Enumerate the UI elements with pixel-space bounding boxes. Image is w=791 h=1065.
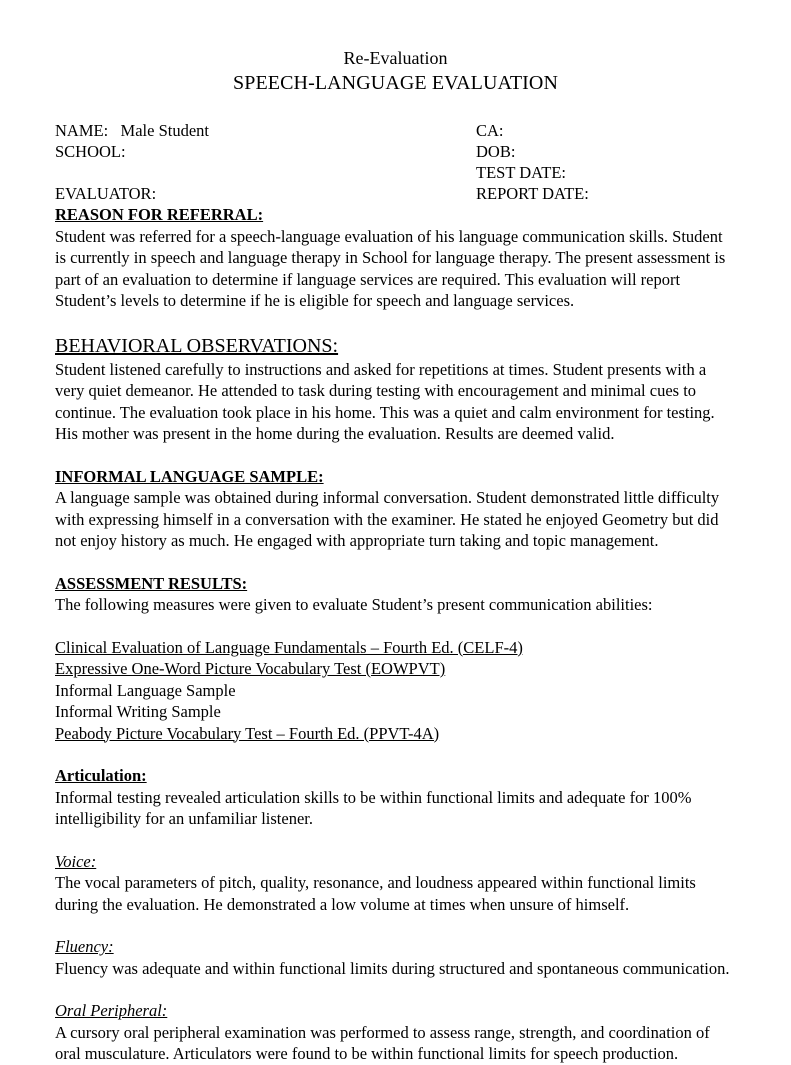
section-behavioral-observations bbox=[55, 333, 735, 445]
list-item bbox=[55, 658, 735, 680]
section-voice bbox=[55, 851, 735, 916]
field-school: SCHOOL: bbox=[55, 142, 126, 161]
field-test-date: TEST DATE: bbox=[476, 163, 566, 182]
field-ca: CA: bbox=[476, 121, 504, 140]
section-informal-language-sample bbox=[55, 466, 735, 552]
section-fluency bbox=[55, 936, 735, 979]
header-fields bbox=[0, 120, 791, 204]
section-heading-voice: Voice: bbox=[55, 851, 97, 871]
section-body-oral-peripheral: A cursory oral peripheral examination was performed to assess range, strength, and coordination of oral musculature. Articulators were found to be within functional limits for speech production. bbox=[55, 1022, 710, 1063]
document-subtitle: Re-Evaluation bbox=[343, 48, 448, 68]
header-fields-left-column bbox=[55, 120, 455, 204]
measure-label: Peabody Picture Vocabulary Test – Fourth Ed. (PPVT-4A) bbox=[55, 723, 440, 743]
assessment-measures-list bbox=[55, 637, 735, 745]
section-body-behavioral-observations: Student listened carefully to instructions and asked for repetitions at times. Student presents with a very quiet demeanor. He attended to task during testing with encouragement and minimal cues to continue. The evaluation took place in his home. This was a quiet and calm environment for testing. His mother was present in the home during the evaluation. Results are deemed valid. bbox=[55, 359, 715, 443]
section-body-assessment-results: The following measures were given to evaluate Student’s present communication abilities: bbox=[55, 595, 653, 614]
section-heading-reason-for-referral: REASON FOR REFERRAL: bbox=[55, 205, 264, 224]
section-body-voice: The vocal parameters of pitch, quality, resonance, and loudness appeared within functional limits during the evaluation. He demonstrated a low volume at times when unsure of himself. bbox=[55, 873, 696, 914]
measure-label: Informal Writing Sample bbox=[55, 702, 221, 721]
field-evaluator: EVALUATOR: bbox=[55, 184, 157, 203]
section-heading-fluency: Fluency: bbox=[55, 937, 114, 956]
list-item bbox=[55, 723, 735, 745]
measure-label: Informal Language Sample bbox=[55, 680, 236, 700]
header-fields-right-column bbox=[476, 120, 756, 204]
section-heading-articulation: Articulation: bbox=[55, 766, 147, 785]
list-item bbox=[55, 680, 735, 702]
section-reason-for-referral bbox=[55, 204, 735, 312]
section-heading-oral-peripheral: Oral Peripheral: bbox=[55, 1001, 168, 1020]
section-heading-informal-language-sample: INFORMAL LANGUAGE SAMPLE: bbox=[55, 466, 324, 486]
field-dob: DOB: bbox=[476, 142, 516, 161]
section-heading-assessment-results: ASSESSMENT RESULTS: bbox=[55, 573, 248, 593]
section-heading-behavioral-observations: BEHAVIORAL OBSERVATIONS: bbox=[55, 334, 339, 357]
measure-label: Expressive One-Word Picture Vocabulary Test (EOWPVT) bbox=[55, 659, 446, 678]
section-body-articulation: Informal testing revealed articulation skills to be within functional limits and adequate for 100% intelligibility for an unfamiliar listener. bbox=[55, 787, 692, 828]
section-body-informal-language-sample: A language sample was obtained during informal conversation. Student demonstrated little difficulty with expressing himself in a conversation with the examiner. He stated he enjoyed Geometry but did not enjoy history as much. He engaged with appropriate turn taking and topic management. bbox=[55, 488, 720, 550]
field-report-date: REPORT DATE: bbox=[476, 184, 589, 203]
header-left-spacer bbox=[55, 162, 455, 183]
section-articulation bbox=[55, 765, 735, 830]
document-body bbox=[0, 204, 791, 1065]
section-assessment-results bbox=[55, 573, 735, 745]
section-body-reason-for-referral: Student was referred for a speech-language evaluation of his language communication skills. Student is currently in speech and language therapy in School for language therapy. The present assessment is part of an evaluation to determine if language services are required. This evaluation will report Student’s levels to determine if he is eligible for speech and language services. bbox=[55, 226, 726, 310]
section-oral-peripheral bbox=[55, 1000, 735, 1065]
list-item bbox=[55, 701, 735, 723]
document-title-block bbox=[0, 0, 791, 96]
section-body-fluency: Fluency was adequate and within functional limits during structured and spontaneous communication. bbox=[55, 958, 730, 978]
page-title: SPEECH-LANGUAGE EVALUATION bbox=[233, 72, 558, 94]
field-name: NAME: Male Student bbox=[55, 121, 209, 140]
list-item bbox=[55, 637, 735, 659]
measure-label: Clinical Evaluation of Language Fundamentals – Fourth Ed. (CELF-4) bbox=[55, 637, 523, 657]
